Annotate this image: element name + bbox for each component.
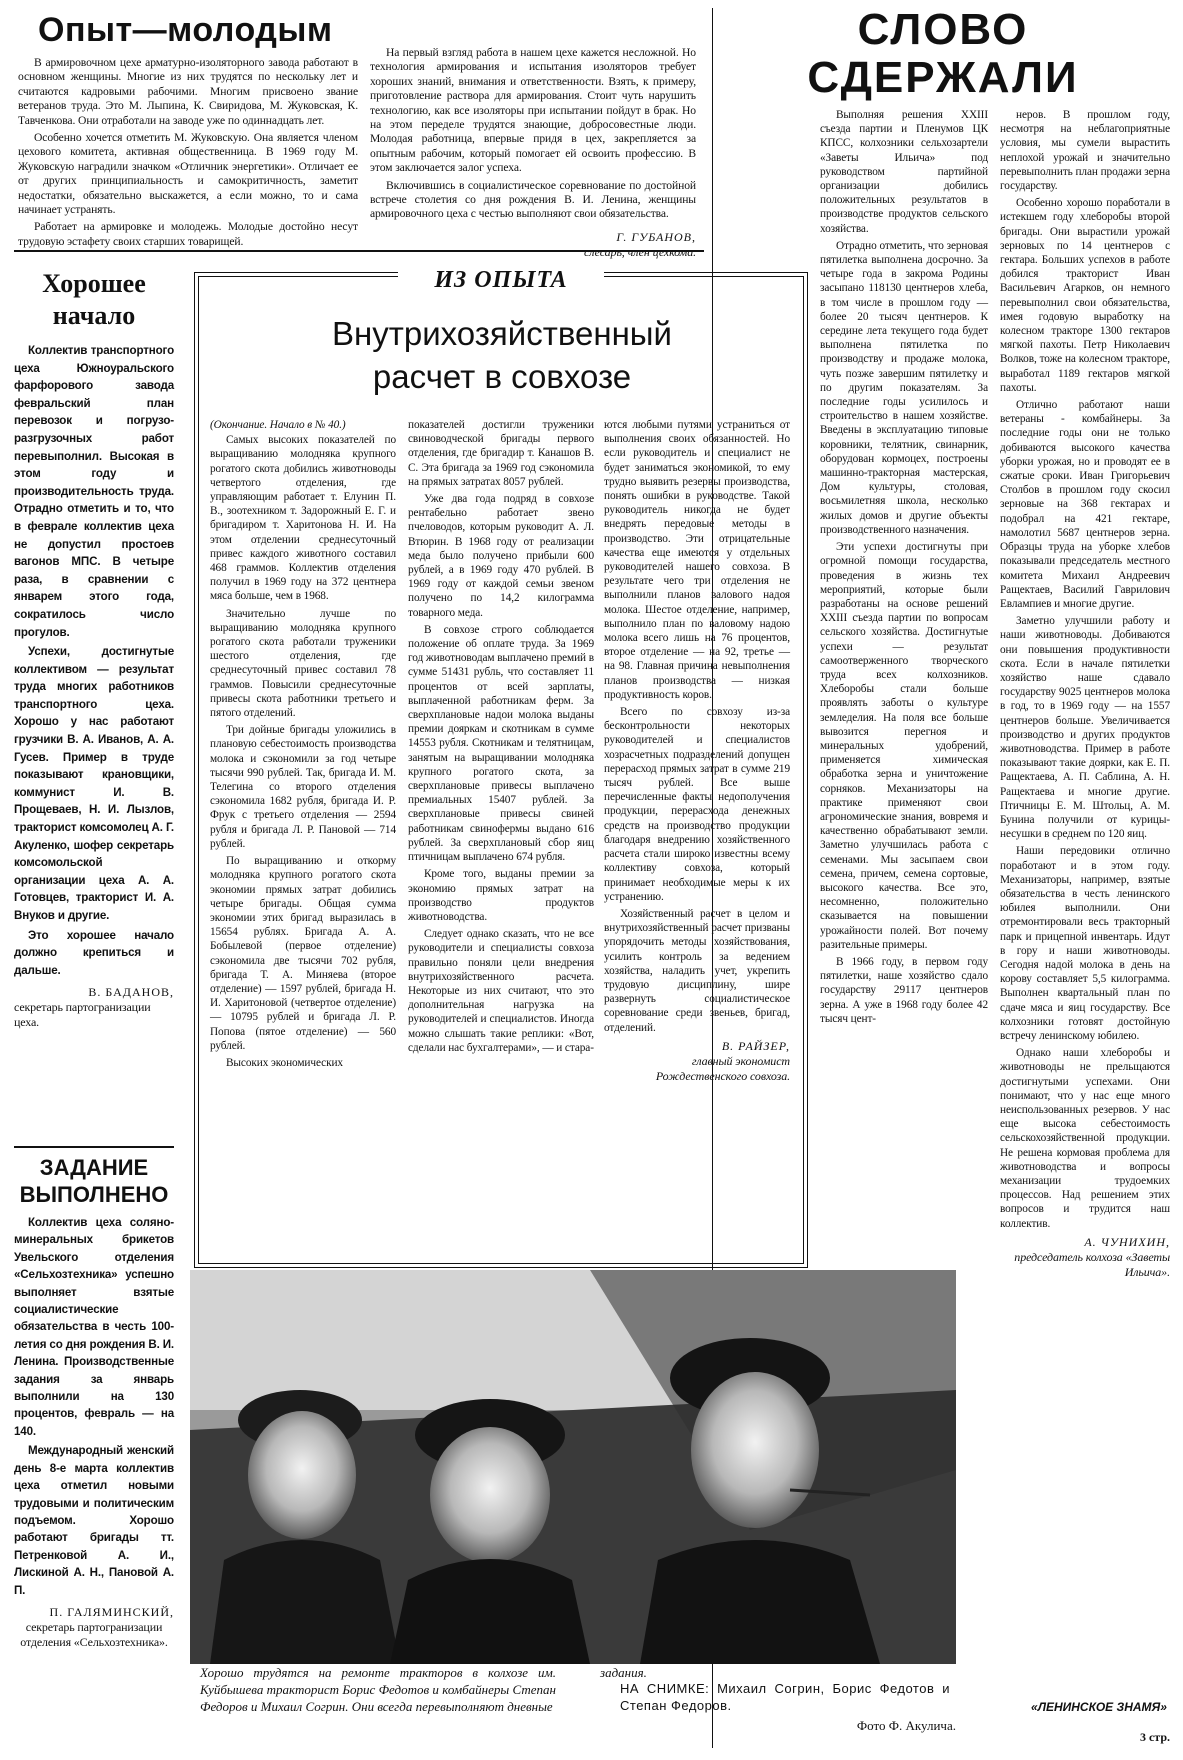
paragraph: Значительно лучше по выращиванию молодняка крупного рогатого скота работали труженики шестого отделения, где среднесуточный привес составил 78 граммов. Повысили среднесуточные привесы скота работники третьего и пятого отделений. xyxy=(210,607,396,720)
photo-caption-left: Хорошо трудятся на ремонте тракторов в колхозе им. Куйбышева тракторист Борис Федотов и комбайнеры Степан Федоров и Михаил Согрин. Они всегда перевыполняют дневные xyxy=(200,1665,556,1714)
headline-line: Хорошее xyxy=(42,269,146,298)
paragraph: ются любыми путями устраниться от выполнения своих обязанностей. Но если руководитель и специалист не будет заниматься экономикой, то ему трудно выявить резервы производства, понять ошибки в руководстве. Такой руководитель никогда не будет внедрять передовые методы в производство. Эти отрицательные качества еще имеются у отдельных руководителей нашего совхоза. В результате чего три отделения не выполнили планов валового надоя молока. Шестое отделение, например, выполнило план по валовому надою молока всего лишь на 76 процентов, второе отделение — на 92, третье — на 98. Главная причина невыполнения планов производства — низкая продуктивность коров. xyxy=(604,419,790,701)
paragraph: В 1966 году, в первом году пятилетки, наше хозяйство сдало государству 29117 центнеров зерна. А уже в 1968 году более 42 тысяч цент- xyxy=(820,955,988,1025)
author-signature xyxy=(370,230,696,260)
footer-page-number: 3 стр. xyxy=(1139,1730,1170,1744)
paragraph: Отрадно отметить, что зерновая пятилетка выполнена досрочно. За четыре года в закрома Родины засыпано 118130 центнеров хлеба, в том числе в прошлом году — более 20 тысяч центнеров. К середине лета текущего года будет выполнена пятилетка по производству и продаже молока, чуть позже завершим пятилетку и по другим показателям. За последние годы усилилось и строительство в нашем хозяйстве. Введены в эксплуатацию типовые коровники, телятник, свинарник, оборудован кормоцех, построены машинно-тракторная мастерская, Дом культуры, столовая, восьмилетняя школа, несколько жилых домов и другие объекты производственного назначения. xyxy=(820,239,988,536)
paragraph: Эти успехи достигнуты при огромной помощи государства, проведения в жизнь тех мероприятий, которые были разработаны на основе решений XXIII съезда партии по вопросам сельского хозяйства. Достигнутые успехи — результат самоотверженного творческого труда всех колхозников. Хлеборобы стали больше проявлять заботы о культуре земледелия. На поля все больше вывозится перегноя и минеральных удобрений, применяется химическая обработка зерна и уничтожение сорняков. Механизаторы на практике применяют свои агрономические знания, вовремя и качественно обрабатывают земли. Заметно улучшилась работа с семенами. Мы засыпаем свои семена, причем, семена сортовые, высокого качества. Все это, несомненно, положительно сказывается на повышении урожайности полей. Вот почему разительные примеры. xyxy=(820,541,988,951)
headline-slovo-sderzhali xyxy=(728,6,1158,102)
paragraph: Коллектив транспортного цеха Южноуральского фарфорового завода февральский план перевозок и погрузо-разгрузочных работ перевыполнил. Высокая в этом году и производительность труда. Отрадно отметить и то, что в феврале коллектив цеха не допустил простоев вагонов МПС. В четыре раза, в сравнении с январем этого года, сократилось число прогулов. xyxy=(14,344,174,639)
author-role: председатель колхоза «Заветы Ильича». xyxy=(1014,1249,1170,1279)
author-role xyxy=(370,245,696,260)
photo-illustration xyxy=(190,1270,956,1664)
footer-paper-name: «ЛЕНИНСКОЕ ЗНАМЯ» xyxy=(1031,1700,1167,1714)
article-raschet-col2 xyxy=(408,418,594,1058)
article-raschet-col3 xyxy=(604,418,790,1084)
paragraph: Международный женский день 8-е марта коллектив цеха отметил новыми трудовыми и политическим подъемом. Хорошо работают бригады тт. Петренковой А. И., Лискиной А. Н., Пановой А. П. xyxy=(14,1444,174,1597)
author-name: Г. ГУБАНОВ, xyxy=(616,229,696,244)
author-role: секретарь партогранизации цеха. xyxy=(14,1000,151,1030)
headline-line: ЗАДАНИЕ xyxy=(39,1155,149,1180)
article-zadanie-body xyxy=(14,1214,174,1650)
article-slovo-col2 xyxy=(1000,108,1170,1280)
author-role: главный экономист Рождественского совхоза. xyxy=(655,1053,790,1083)
photo-credit: Фото Ф. Акулича. xyxy=(856,1718,956,1733)
headline-line: ВЫПОЛНЕНО xyxy=(19,1182,169,1207)
paragraph: Кроме того, выданы премии за экономию прямых затрат на производство продуктов животноводства. xyxy=(408,868,594,923)
paragraph: Коллектив цеха соляно-минеральных брикетов Увельского отделения «Сельхозтехника» успешно выполняет взятые социалистические обязательства в честь 100-летия со дня рождения В. И. Ленина. Производственные задания за январь выполнили на 130 процентов, февраль — на 140. xyxy=(14,1216,174,1438)
photo-tractor-workers xyxy=(190,1270,956,1664)
paragraph: В совхозе строго соблюдается положение об оплате труда. За 1969 год животноводам выплачено премий в сумме 51431 рубль, что составляет 11 процентов от всей зарплаты, выплаченной работникам ферм. За сверхплановые надои молока выданы премии дояркам и скотникам в сумме 14553 рубля. Скотникам и телятницам, занятым на выращивании молодняка крупного рогатого скота, за сверхплановые привесы выплачено премиальных 15407 рублей. За сверхплановые привесы свиней работникам свинофермы выдано 616 рублей. За сверхплановый сбор яиц птичницам выплачено 674 рубля. xyxy=(408,623,594,864)
author-name: В. РАЙЗЕР, xyxy=(721,1038,790,1053)
headline-line: СДЕРЖАЛИ xyxy=(807,53,1079,102)
paragraph: Всего по совхозу из-за бесконтрольности некоторых руководителей и специалистов хозрасчетных подразделений допущен перерасход прямых затрат в сумме 219 тысяч рублей. Все выше перечисленные факты недополучения продукции, перерасхода денежных средств на производство продукции благодаря внедрению хозяйственного расчета стали широко известны всему коллективу совхоза, который принимает необходимые меры к их устранению. xyxy=(604,706,790,903)
paragraph: По выращиванию и откорму молодняка крупного рогатого скота экономии прямых затрат добились четыре бригады. Общая сумма экономии этих бригад выразилась в 15654 рублях. Бригада А. А. Бобылевой (первое отделение) сэкономила две тысячи 702 рубля, бригада Т. А. Миняева (второе отделение) — 1597 рублей, бригада Н. И. Харитоновой (четвертое отделение) — 10795 рублей и бригада Л. Р. Попова (пятое отделение) — 560 рублей. xyxy=(210,855,396,1052)
article-khoroshee-body xyxy=(14,342,174,1030)
divider xyxy=(14,1146,174,1148)
paragraph: Наши передовики отлично поработают и в этом году. Механизаторы, например, взятые обязательства в честь ленинского юбилея выполнили. Они отремонтировали весь тракторный парк и прицепной инвентарь. Идут в гору и наши животноводы. Сегодня надой молока в день на корову составляет 5,5 килограмма. Выполнен квартальный план по сдаче мяса и яиц государству. Все колхозники готовят достойную встречу ленинскому юбилею. xyxy=(1000,845,1170,1042)
paragraph: Успехи, достигнутые коллективом — результат труда многих работников транспортного цеха. Хорошо у нас работают грузчики В. А. Иванов, А. А. Гусев. Пример в труде показывают крановщики, коммунист И. В. Прощеваев, Н. И. Лызлов, тракторист комсомолец А. Г. Акуленко, шофер секретарь комсомольской организации цеха А. А. Готовцев, тракторист И. А. Внуков и другие. xyxy=(14,645,174,922)
paragraph: Особенно хочется отметить М. Жуковскую. Она является членом цехового комитета, активная общественница. В 1969 году М. Жуковскую наградили значком «Отличник энергетики». Отличает ее от других принципиальность и самокритичность, заметит недостатки, обязательно выскажется, а если можно, то и сама начинает устранять. xyxy=(18,131,358,217)
headline-zadanie-vypolneno xyxy=(14,1154,174,1208)
author-signature xyxy=(14,985,174,1030)
paragraph: Уже два года подряд в совхозе рентабельно работает звено пчеловодов, которым руководит А. Л. Втюрин. В 1968 году от реализации меда было получено прибыли 600 рублей, а в 1969 году 470 рублей. В 1969 году от каждой семьи звеном получено по 14,2 килограмма товарного меда. xyxy=(408,493,594,619)
author-role: секретарь партогранизации отделения «Сельхозтехника». xyxy=(20,1619,168,1649)
article-raschet-col1 xyxy=(210,418,396,1073)
headline-line: Внутрихозяйственный xyxy=(332,315,672,352)
paragraph: В армировочном цехе арматурно-изоляторного завода работают в основном женщины. Многие из них трудятся по нескольку лет и считаются кадровыми рабочими. Многим присвоено звание ветеранов труда. Это М. Лыпина, К. Свиридова, М. Жуковская, К. Тавченкова. Они отработали на заводе уже по одиннадцать лет. xyxy=(18,56,358,127)
paragraph: Заметно улучшили работу и наши животноводы. Добиваются они повышения продуктивности скота. Если в начале пятилетки хозяйство наше сдавало государству 9025 центнеров молока в год, то в 1969 году — на 1557 центнеров больше. Увеличивается производство и других продуктов животноводства. Пример в работе показывают такие доярки, как Е. П. Ращектаева, А. П. Саблина, А. Н. Ращектаева и многие другие. Птичницы Е. М. Штольц, А. М. Бунина получили от курицы-несушки в среднем по 120 яиц. xyxy=(1000,615,1170,841)
paragraph: Высоких экономических xyxy=(226,1056,343,1069)
headline-line: расчет в совхозе xyxy=(372,358,632,395)
photo-caption-right: НА СНИМКЕ: Михаил Согрин, Борис Федотов и Степан Федоров. xyxy=(620,1681,950,1713)
paragraph: Три дойные бригады уложились в плановую себестоимость производства молока и сэкономили за год четыре тысячи 990 рублей. Так, бригада И. М. Телегина со второго отделения сэкономила 1682 рубля, бригада И. Р. Фрук с третьего отделения — 2594 рубля и бригада Л. Р. Пановой — 714 рублей. xyxy=(210,724,396,850)
headline-line: начало xyxy=(52,301,136,330)
author-signature xyxy=(604,1039,790,1084)
author-name: А. ЧУНИХИН, xyxy=(1084,1234,1170,1249)
paragraph: неров. В прошлом году, несмотря на неблагоприятные условия, мы сумели вырастить неплохой урожай и значительно перевыполнить план продажи зерна государству. xyxy=(1000,109,1170,193)
rubric-iz-opyta: ИЗ ОПЫТА xyxy=(398,266,604,294)
ending-note: (Окончание. Начало в № 40.) xyxy=(210,419,346,431)
paragraph: Однако наши хлеборобы и животноводы не прельщаются достигнутыми успехами. Они понимают, что у нас еще много неиспользованных резервов. У нас еще высока себестоимость сельскохозяйственной продукции. Не решена кормовая проблема для животноводства и вопросы механизации трудоемких процессов. Над решением этих вопросов и трудится наш коллектив. xyxy=(1000,1047,1170,1230)
author-signature xyxy=(14,1605,174,1650)
divider xyxy=(14,250,704,252)
paragraph: Следует однако сказать, что не все руководители и специалисты совхоза правильно поняли цели внедрения внутрихозяйственного расчета. Некоторые из них считают, что это дополнительная нагрузка на руководителей и специалистов. Иногда можно слышать такие реплики: «Вот, сделали нас бухгалтерами», — и стара- xyxy=(408,928,594,1054)
paragraph: показателей достигли труженики свиноводческой бригады первого отделения, где бригадир т. Канашов В. С. Эта бригада за 1969 год сэкономила на прямых затратах 8057 рублей. xyxy=(408,419,594,488)
paragraph: Самых высоких показателей по выращиванию молодняка крупного рогатого скота добились животноводы четвертого отделения, где управляющим работает т. Елунин П. В., зоотехником т. Задорожный Е. Г. и бригадиром т. Харитонова Н. И. На этом отделении среднесуточный привес каждого животного составил 468 граммов. Коллектив отделения получил в 1969 году на 372 центнера мяса больше, чем в 1968. xyxy=(210,434,396,603)
author-name: В. БАДАНОВ, xyxy=(88,985,174,1000)
headline-khoroshee-nachalo xyxy=(14,268,174,332)
author-name: П. ГАЛЯМИНСКИЙ, xyxy=(49,1604,174,1619)
paragraph: Включившись в социалистическое соревнование по достойной встрече столетия со дня рождения В. И. Ленина, женщины армировочного цеха с честью выполняют свои обязательства. xyxy=(370,178,696,221)
paragraph: Работает на армировке и молодежь. Молодые достойно несут трудовую эстафету своих старших товарищей. xyxy=(18,220,358,248)
article-slovo-col1 xyxy=(820,108,988,1029)
paragraph: Отлично работают наши ветераны - комбайнеры. За последние годы они не только добиваются высокого качества уборки урожая, но и проводят ее в сжатые сроки. Иван Григорьевич Столбов в прошлом году скосил зерновые на 368 гектарах и подобрал на 421 гектаре, намолотил 5687 центнеров зерна. Образцы труда на уборке хлебов показывали председатель местного комитета Михаил Андреевич Ращектаев, Василий Гаврилович Евлампиев и многие другие. xyxy=(1000,399,1170,610)
paragraph: На первый взгляд работа в нашем цехе кажется несложной. Но технология армирования и испытания изоляторов требует хороших знаний, внимания и ответственности. Взять, к примеру, приготовление раствора для армирования. Стоит чуть нарушить технологию, как все изоляторы при испытании пойдут в брак. Но на этом переделе трудятся знающие, добросовестные люди. Молодая работница, впервые придя в цех, закрепляется за опытным рабочим, который помогает ей освоить профессию. В этом заключается залог успеха. xyxy=(370,46,696,175)
author-signature xyxy=(1000,1235,1170,1280)
headline-raschet xyxy=(210,312,794,398)
headline-opyt-molodym: Опыт—молодым xyxy=(38,11,333,49)
paragraph: Хозяйственный расчет в целом и внутрихозяйственный расчет призваны упорядочить методы хозяйствования, усилить контроль за ведением хозяйства, наладить учет, укрепить трудовую дисциплину, шире развернуть социалистическое соревнование среди звеньев, бригад, отделений. xyxy=(604,907,790,1034)
article-opyt-col1 xyxy=(18,56,358,252)
paragraph: Это хорошее начало должно крепиться и дальше. xyxy=(14,928,174,977)
paragraph: Особенно хорошо поработали в истекшем году хлеборобы второй бригады. Они вырастили урожай зерновых по 14 центнеров с гектара. Больших успехов в работе добился тракторист Иван Васильевич Агарков, он немного перевыполнил свои обязательства, имея годовую выработку на колесном тракторе 1300 гектаров мягкой пахоты. Петр Николаевич Волков, тоже на колесном тракторе, выработал 1189 гектаров мягкой пахоты. xyxy=(1000,197,1170,394)
article-opyt-col2 xyxy=(370,46,696,260)
photo-caption-continuation: задания. xyxy=(600,1665,647,1680)
paragraph: Выполняя решения XXIII съезда партии и Пленумов ЦК КПСС, колхозники сельхозартели «Заветы Ильича» под руководством партийной организации добились положительных результатов в производстве продуктов сельского хозяйства. xyxy=(820,109,988,235)
headline-line: СЛОВО xyxy=(857,5,1029,54)
